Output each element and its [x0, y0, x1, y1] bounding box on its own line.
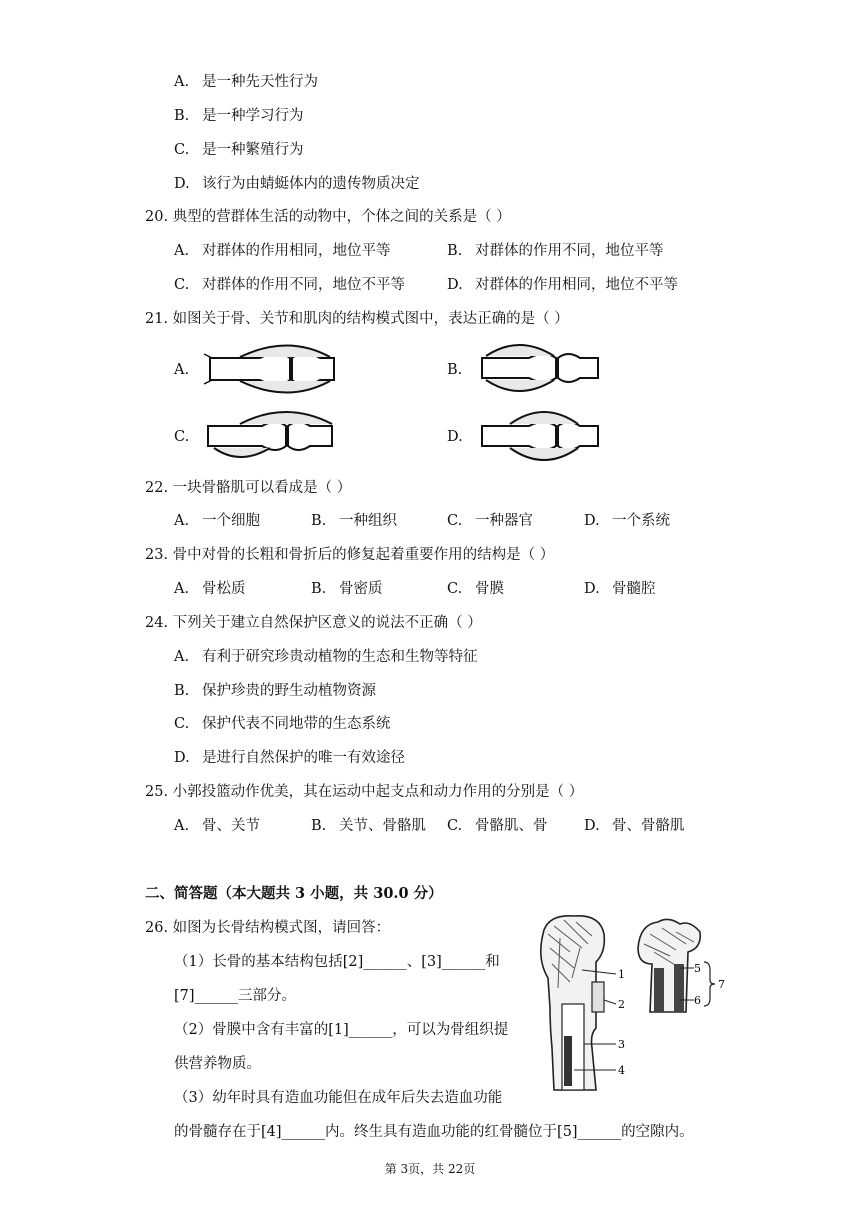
brace-7: [704, 962, 715, 1006]
q25-stem: 25. 小郭投篮动作优美，其在运动中起支点和动力作用的分别是（ ）: [145, 784, 584, 800]
q25-option-c: C. 骨骼肌、骨: [447, 818, 548, 834]
bone-label-2: 2: [618, 998, 625, 1011]
q26-part3-line1: （3）幼年时具有造血功能但在成年后失去造血功能: [174, 1090, 503, 1106]
q25-option-b: B. 关节、骨骼肌: [311, 818, 426, 834]
q24-stem: 24. 下列关于建立自然保护区意义的说法不正确（ ）: [145, 615, 482, 631]
bone-label-3: 3: [618, 1038, 625, 1051]
q23-option-b: B. 骨密质: [311, 581, 383, 597]
q22-option-a: A. 一个细胞: [174, 513, 260, 529]
q21-option-a-label: A.: [174, 362, 190, 378]
q20-option-c: C. 对群体的作用不同，地位不平等: [174, 277, 405, 293]
q19-option-a: A. 是一种先天性行为: [174, 74, 318, 90]
q25-option-a: A. 骨、关节: [174, 818, 260, 834]
q26-part2-line1: （2）骨膜中含有丰富的[1]______，可以为骨组织提: [174, 1022, 509, 1038]
bone-label-5: 5: [694, 962, 701, 975]
joint-diagram-c: [200, 404, 340, 466]
q22-option-d: D. 一个系统: [584, 513, 670, 529]
long-bone-diagram: [530, 908, 730, 1098]
q22-option-c: C. 一种器官: [447, 513, 533, 529]
q19-option-b: B. 是一种学习行为: [174, 108, 304, 124]
q26-part1-line2: [7]______三部分。: [174, 988, 297, 1004]
q23-option-d: D. 骨髓腔: [584, 581, 656, 597]
bone-label-6: 6: [694, 994, 701, 1007]
q22-option-b: B. 一种组织: [311, 513, 397, 529]
q19-option-d: D. 该行为由蜻蜓体内的遗传物质决定: [174, 176, 420, 192]
q22-stem: 22. 一块骨骼肌可以看成是（ ）: [145, 480, 352, 496]
bone-label-1: 1: [618, 968, 625, 981]
q21-option-c-label: C.: [174, 429, 190, 445]
q20-option-d: D. 对群体的作用相同，地位不平等: [447, 277, 678, 293]
page-footer: 第 3页，共 22页: [384, 1162, 476, 1176]
q24-option-b: B. 保护珍贵的野生动植物资源: [174, 683, 376, 699]
q20-option-b: B. 对群体的作用不同，地位平等: [447, 243, 664, 259]
q20-option-a: A. 对群体的作用相同，地位平等: [174, 243, 391, 259]
q21-option-d-label: D.: [447, 429, 463, 445]
q24-option-d: D. 是进行自然保护的唯一有效途径: [174, 750, 405, 766]
joint-diagram-a: [200, 340, 340, 398]
joint-diagram-d: [474, 404, 604, 466]
q26-stem: 26. 如图为长骨结构模式图，请回答：: [145, 920, 391, 936]
q26-part2-line2: 供营养物质。: [174, 1056, 261, 1072]
q23-stem: 23. 骨中对骨的长粗和骨折后的修复起着重要作用的结构是（ ）: [145, 547, 555, 563]
q23-option-c: C. 骨膜: [447, 581, 504, 597]
section-heading: 二、简答题（本大题共 3 小题，共 30.0 分）: [145, 885, 443, 902]
q23-option-a: A. 骨松质: [174, 581, 246, 597]
q26-part3-line2: 的骨髓存在于[4]______内。终生具有造血功能的红骨髓位于[5]______的空隙内。: [174, 1124, 694, 1140]
bone-label-7: 7: [718, 978, 725, 991]
q26-part1-line1: （1）长骨的基本结构包括[2]______、[3]______和: [174, 954, 500, 970]
q21-stem: 21. 如图关于骨、关节和肌肉的结构模式图中，表达正确的是（ ）: [145, 311, 569, 327]
bone-label-4: 4: [618, 1064, 625, 1077]
joint-diagram-b: [474, 336, 604, 398]
q21-option-b-label: B.: [447, 362, 463, 378]
q25-option-d: D. 骨、骨骼肌: [584, 818, 685, 834]
q24-option-c: C. 保护代表不同地带的生态系统: [174, 716, 391, 732]
q24-option-a: A. 有利于研究珍贵动植物的生态和生物等特征: [174, 649, 478, 665]
q20-stem: 20. 典型的营群体生活的动物中，个体之间的关系是（ ）: [145, 209, 511, 225]
q19-option-c: C. 是一种繁殖行为: [174, 142, 304, 158]
